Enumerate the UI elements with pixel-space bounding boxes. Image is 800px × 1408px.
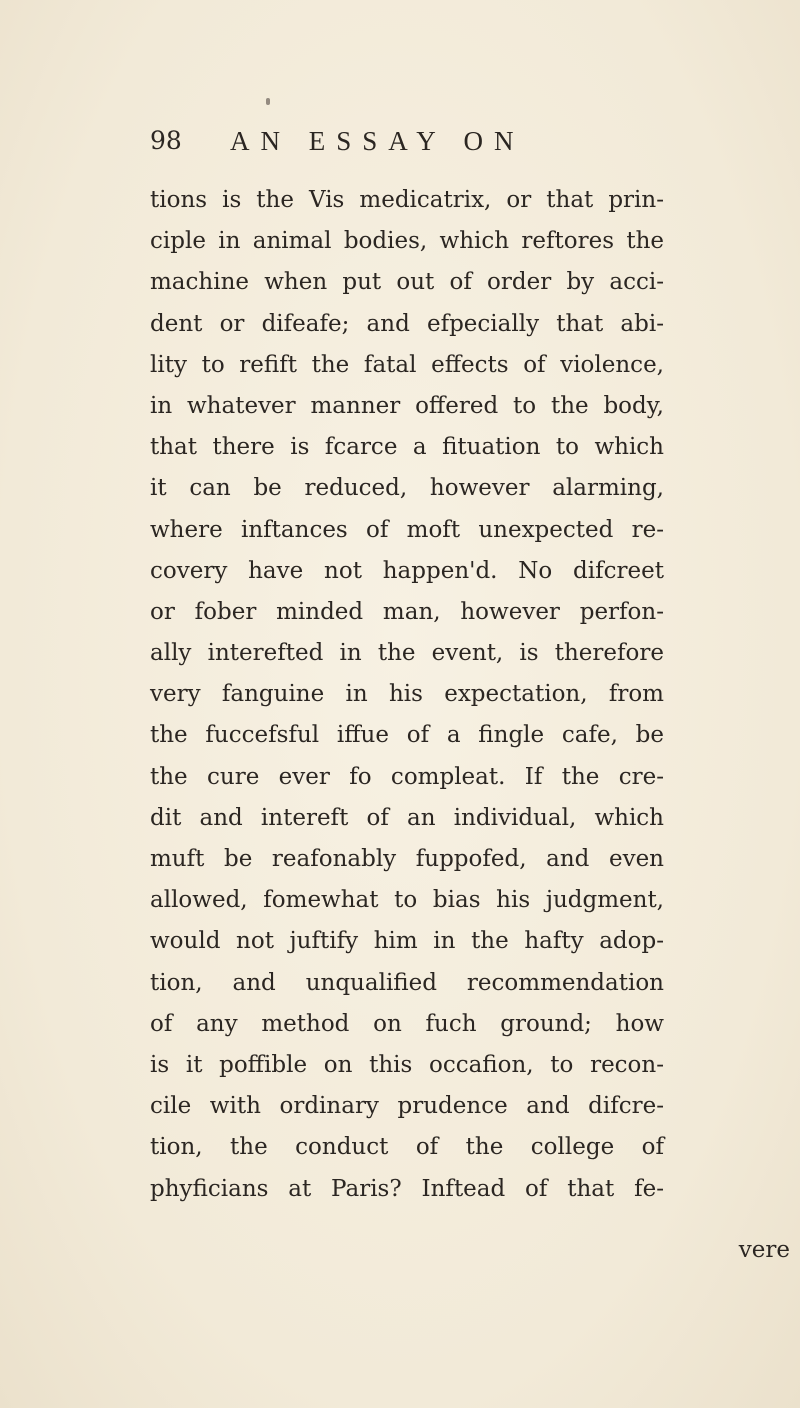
text-line: tions is the Vis medicatrix, or that prin- xyxy=(150,187,664,213)
text-line: that there is fcarce a fituation to which xyxy=(150,434,664,461)
ink-speck xyxy=(266,98,270,105)
body-text xyxy=(150,180,790,1263)
text-line: very fanguine in his expectation, from xyxy=(150,681,664,708)
text-line: or fober minded man, however perfon- xyxy=(150,598,664,625)
text-line: dit and intereft of an individual, which xyxy=(150,804,664,831)
text-line: ciple in animal bodies, which reftores the xyxy=(150,228,664,255)
text-line: is it poffible on this occafion, to recon- xyxy=(150,1051,664,1078)
text-line: tion, and unqualified recommendation xyxy=(150,969,664,996)
text-line: where inftances of moft unexpected re- xyxy=(150,516,664,543)
text-line: the fuccefsful iffue of a fingle cafe, be xyxy=(150,722,664,749)
text-line: in whatever manner offered to the body, xyxy=(150,392,664,419)
text-line: covery have not happen'd. No difcreet xyxy=(150,557,664,584)
text-line: of any method on fuch ground; how xyxy=(150,1010,664,1037)
page-number: 98 xyxy=(150,126,182,155)
text-line: tion, the conduct of the college of xyxy=(150,1134,664,1161)
text-line: muft be reafonably fuppofed, and even xyxy=(150,846,664,872)
text-line: the cure ever fo compleat. If the cre- xyxy=(150,763,664,790)
page-header xyxy=(150,124,670,164)
text-line: phyficians at Paris? Inftead of that fe- xyxy=(150,1175,664,1202)
text-line: lity to refift the fatal effects of violence, xyxy=(150,351,664,378)
text-line: would not juftify him in the hafty adop- xyxy=(150,928,664,955)
text-line: it can be reduced, however alarming, xyxy=(150,475,664,502)
text-line: dent or difeafe; and efpecially that abi- xyxy=(150,310,664,337)
text-line: allowed, fomewhat to bias his judgment, xyxy=(150,887,664,914)
text-line: ally interefted in the event, is therefore xyxy=(150,640,664,667)
text-line: machine when put out of order by acci- xyxy=(150,269,664,296)
catchword: vere xyxy=(738,1237,790,1263)
running-head: AN ESSAY ON xyxy=(230,126,525,156)
text-line: cile with ordinary prudence and difcre- xyxy=(150,1093,664,1120)
